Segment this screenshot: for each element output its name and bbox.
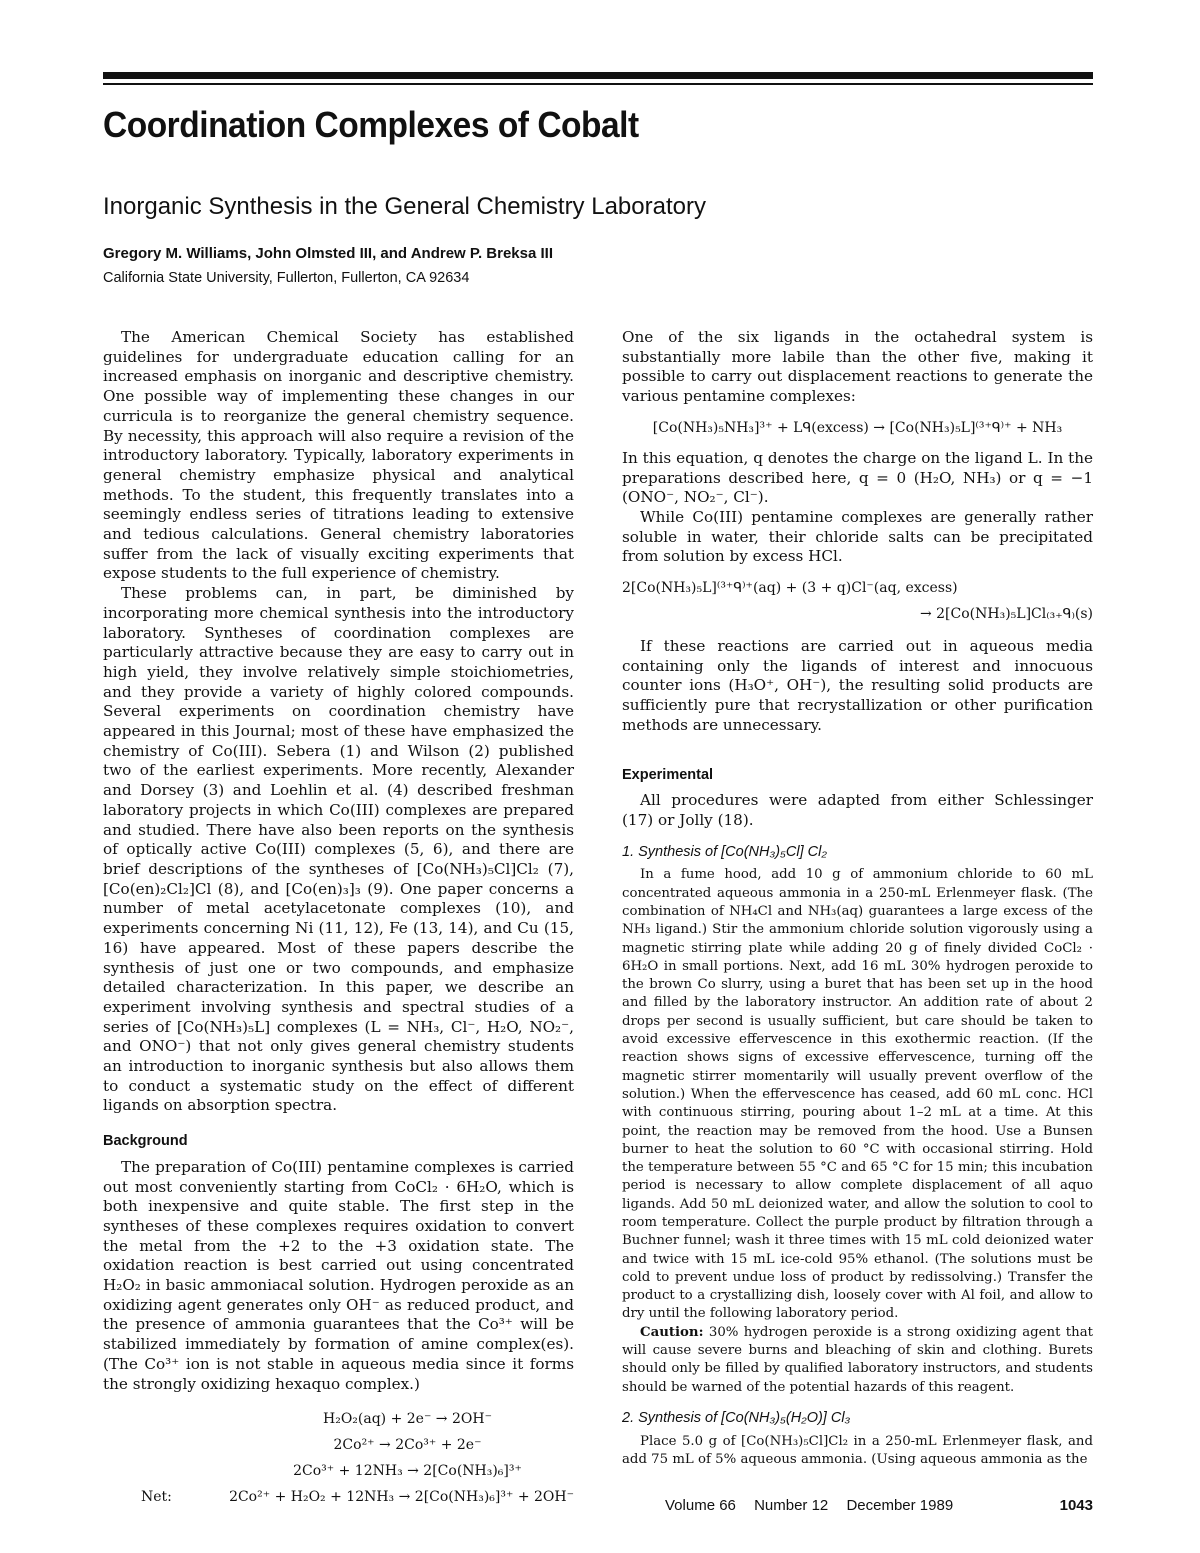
paragraph: While Co(III) pentamine complexes are generally rather soluble in water, their chloride salts can be precipitated from solution by excess HCl. (622, 507, 1093, 566)
article-affiliation: California State University, Fullerton, Fullerton, CA 92634 (103, 270, 470, 286)
header-rule-thick (103, 72, 1093, 79)
subsection-heading: 2. Synthesis of [Co(NH₃)₅(H₂O)] Cl₃ (622, 1409, 851, 1426)
equation: H₂O₂(aq) + 2e⁻ → 2OH⁻ (323, 1411, 492, 1428)
paragraph: One of the six ligands in the octahedral system is substantially more labile than the other five, making it possible to carry out displacement reactions to generate the various pentamine complexes: (622, 328, 1093, 406)
right-column (622, 328, 1093, 1469)
equation: 2Co²⁺ + H₂O₂ + 12NH₃ → 2[Co(NH₃)₆]³⁺ + 2OH⁻ (229, 1489, 574, 1506)
article-authors: Gregory M. Williams, John Olmsted III, and Andrew P. Breksa III (103, 245, 553, 262)
section-heading-experimental: Experimental (622, 766, 714, 783)
header-rule-thin (103, 83, 1093, 85)
subsection-heading: 1. Synthesis of [Co(NH₃)₅Cl] Cl₂ (622, 843, 827, 860)
equation: → 2[Co(NH₃)₅L]Cl₍₃₊ᑫ₎(s) (919, 606, 1093, 623)
footer-date: December 1989 (846, 1497, 954, 1514)
article-subtitle: Inorganic Synthesis in the General Chemistry Laboratory (103, 193, 706, 220)
paragraph: Place 5.0 g of [Co(NH₃)₅Cl]Cl₂ in a 250-mL Erlenmeyer flask, and add 75 mL of 5% aqueous ammonia. (Using aqueous ammonia as the (622, 1433, 1093, 1467)
footer-volume: Volume 66 (665, 1497, 736, 1514)
page-number: 1043 (1059, 1497, 1093, 1514)
equation-block (103, 1406, 574, 1510)
equation: 2[Co(NH₃)₅L]⁽³⁺ᑫ⁾⁺(aq) + (3 + q)Cl⁻(aq, excess) (622, 580, 958, 597)
paragraph: In this equation, q denotes the charge on the ligand L. In the preparations described here, q = 0 (H₂O, NH₃) or q = −1 (ONO⁻, NO₂⁻, Cl⁻). (622, 448, 1093, 507)
page-footer (665, 1497, 1093, 1514)
section-heading-background: Background (103, 1133, 188, 1150)
paragraph: All procedures were adapted from either Schlessinger (17) or Jolly (18). (622, 791, 1093, 829)
paragraph: These problems can, in part, be diminished by incorporating more chemical synthesis into the introductory laboratory. Syntheses of coordination complexes are particularly attractive because they are easy to carry out in high yield, they involve relatively simple stoichiometries, and they provide a variety of highly colored compounds. Several experiments on coordination chemistry have appeared in this Journal; most of these have emphasized the chemistry of Co(III). Sebera (1) and Wilson (2) published two of the earliest experiments. More recently, Alexander and Dorsey (3) and Loehlin et al. (4) described freshman laboratory projects in which Co(III) complexes are prepared and studied. There have also been reports on the synthesis of optically active Co(III) complexes (5, 6), and there are brief descriptions of the syntheses of [Co(NH₃)₅Cl]Cl₂ (7), [Co(en)₂Cl₂]Cl (8), and [Co(en)₃]₃ (9). One paper concerns a number of metal acetylacetonate complexes (10), and experiments concerning Ni (11, 12), Fe (13, 14), and Cu (15, 16) have appeared. Most of these papers describe the synthesis of just one or two compounds, and emphasize detailed characterization. In this paper, we describe an experiment involving synthesis and spectral studies of a series of [Co(NH₃)₅L] complexes (L = NH₃, Cl⁻, H₂O, NO₂⁻, and ONO⁻) that not only gives general chemistry students an introduction to inorganic synthesis but also allows them to conduct a systematic study on the effect of different ligands on absorption spectra. (103, 584, 574, 1115)
article-title: Coordination Complexes of Cobalt (103, 104, 639, 145)
equation: 2Co²⁺ → 2Co³⁺ + 2e⁻ (333, 1437, 482, 1454)
caution-paragraph (622, 1324, 1093, 1397)
paragraph: In a fume hood, add 10 g of ammonium chloride to 60 mL concentrated aqueous ammonia in a 250-mL Erlenmeyer flask. (The combination of NH₄Cl and NH₃(aq) guarantees a large excess of the NH₃ ligand.) Stir the ammonium chloride solution vigorously using a magnetic stirring plate while adding 20 g of finely divided CoCl₂ · 6H₂O in small portions. Next, add 16 mL 30% hydrogen peroxide to the brown Co slurry, using a buret that has been set up in the hood and filled by the laboratory instructor. An addition rate of about 2 drops per second is usually sufficient, but care should be taken to avoid excessive effervescence in this exothermic reaction. (If the reaction shows signs of excessive effervescence, turning off the magnetic stirrer momentarily will usually prevent overflow of the solution.) When the effervescence has ceased, add 60 mL conc. HCl with continuous stirring, pouring about 1–2 mL at a time. At this point, the reaction may be removed from the hood. Use a Bunsen burner to heat the solution to 60 °C with occasional stirring. Hold the temperature between 55 °C and 65 °C for 15 min; this incubation period is necessary to allow complete displacement of all aquo ligands. Add 50 mL deionized water, and allow the solution to cool to room temperature. Collect the purple product by filtration through a Buchner funnel; wash it three times with 15 mL cold deionized water and twice with 15 mL ice-cold 95% ethanol. (The solutions must be cold to prevent undue loss of product by redissolving.) Transfer the product to a crystallizing dish, loosely cover with Al foil, and allow to dry until the following laboratory period. (622, 867, 1093, 1322)
caution-text: 30% hydrogen peroxide is a strong oxidizing agent that will cause severe burns and bleaching of skin and clothing. Burets should only be filled by qualified laboratory instructors, and students should be warned of the potential hazards of this reagent. (622, 1324, 1093, 1395)
equation: 2Co³⁺ + 12NH₃ → 2[Co(NH₃)₆]³⁺ (293, 1463, 522, 1480)
paragraph: The preparation of Co(III) pentamine complexes is carried out most conveniently starting from CoCl₂ · 6H₂O, which is both inexpensive and quite stable. The first step in the syntheses of these complexes requires oxidation to convert the metal from the +2 to the +3 oxidation state. The oxidation reaction is best carried out using concentrated H₂O₂ in basic ammoniacal solution. Hydrogen peroxide as an oxidizing agent generates only OH⁻ as reduced product, and the presence of ammonia guarantees that the Co³⁺ will be stabilized immediately by formation of amine complex(es). (The Co³⁺ ion is not stable in aqueous media since it forms the strongly oxidizing hexaquo complex.) (103, 1157, 574, 1393)
caution-label: Caution: (640, 1324, 704, 1340)
left-column (103, 328, 574, 1510)
paragraph: If these reactions are carried out in aqueous media containing only the ligands of interest and innocuous counter ions (H₃O⁺, OH⁻), the resulting solid products are sufficiently pure that recrystallization or other purification methods are unnecessary. (622, 637, 1093, 734)
equation-net-label: Net: (141, 1489, 172, 1506)
equation: [Co(NH₃)₅NH₃]³⁺ + Lᑫ(excess) → [Co(NH₃)₅L]⁽³⁺ᑫ⁾⁺ + NH₃ (652, 419, 1063, 436)
paragraph: The American Chemical Society has established guidelines for undergraduate education calling for an increased emphasis on inorganic and descriptive chemistry. One possible way of implementing these changes in our curricula is to reorganize the general chemistry sequence. By necessity, this approach will also require a revision of the introductory laboratory. Typically, laboratory experiments in general chemistry emphasize physical and analytical methods. To the student, this frequently translates into a seemingly endless series of titrations leading to extensive and tedious calculations. General chemistry laboratories suffer from the lack of visually exciting experiments that expose students to the full experience of chemistry. (103, 328, 574, 583)
footer-number: Number 12 (754, 1497, 829, 1514)
